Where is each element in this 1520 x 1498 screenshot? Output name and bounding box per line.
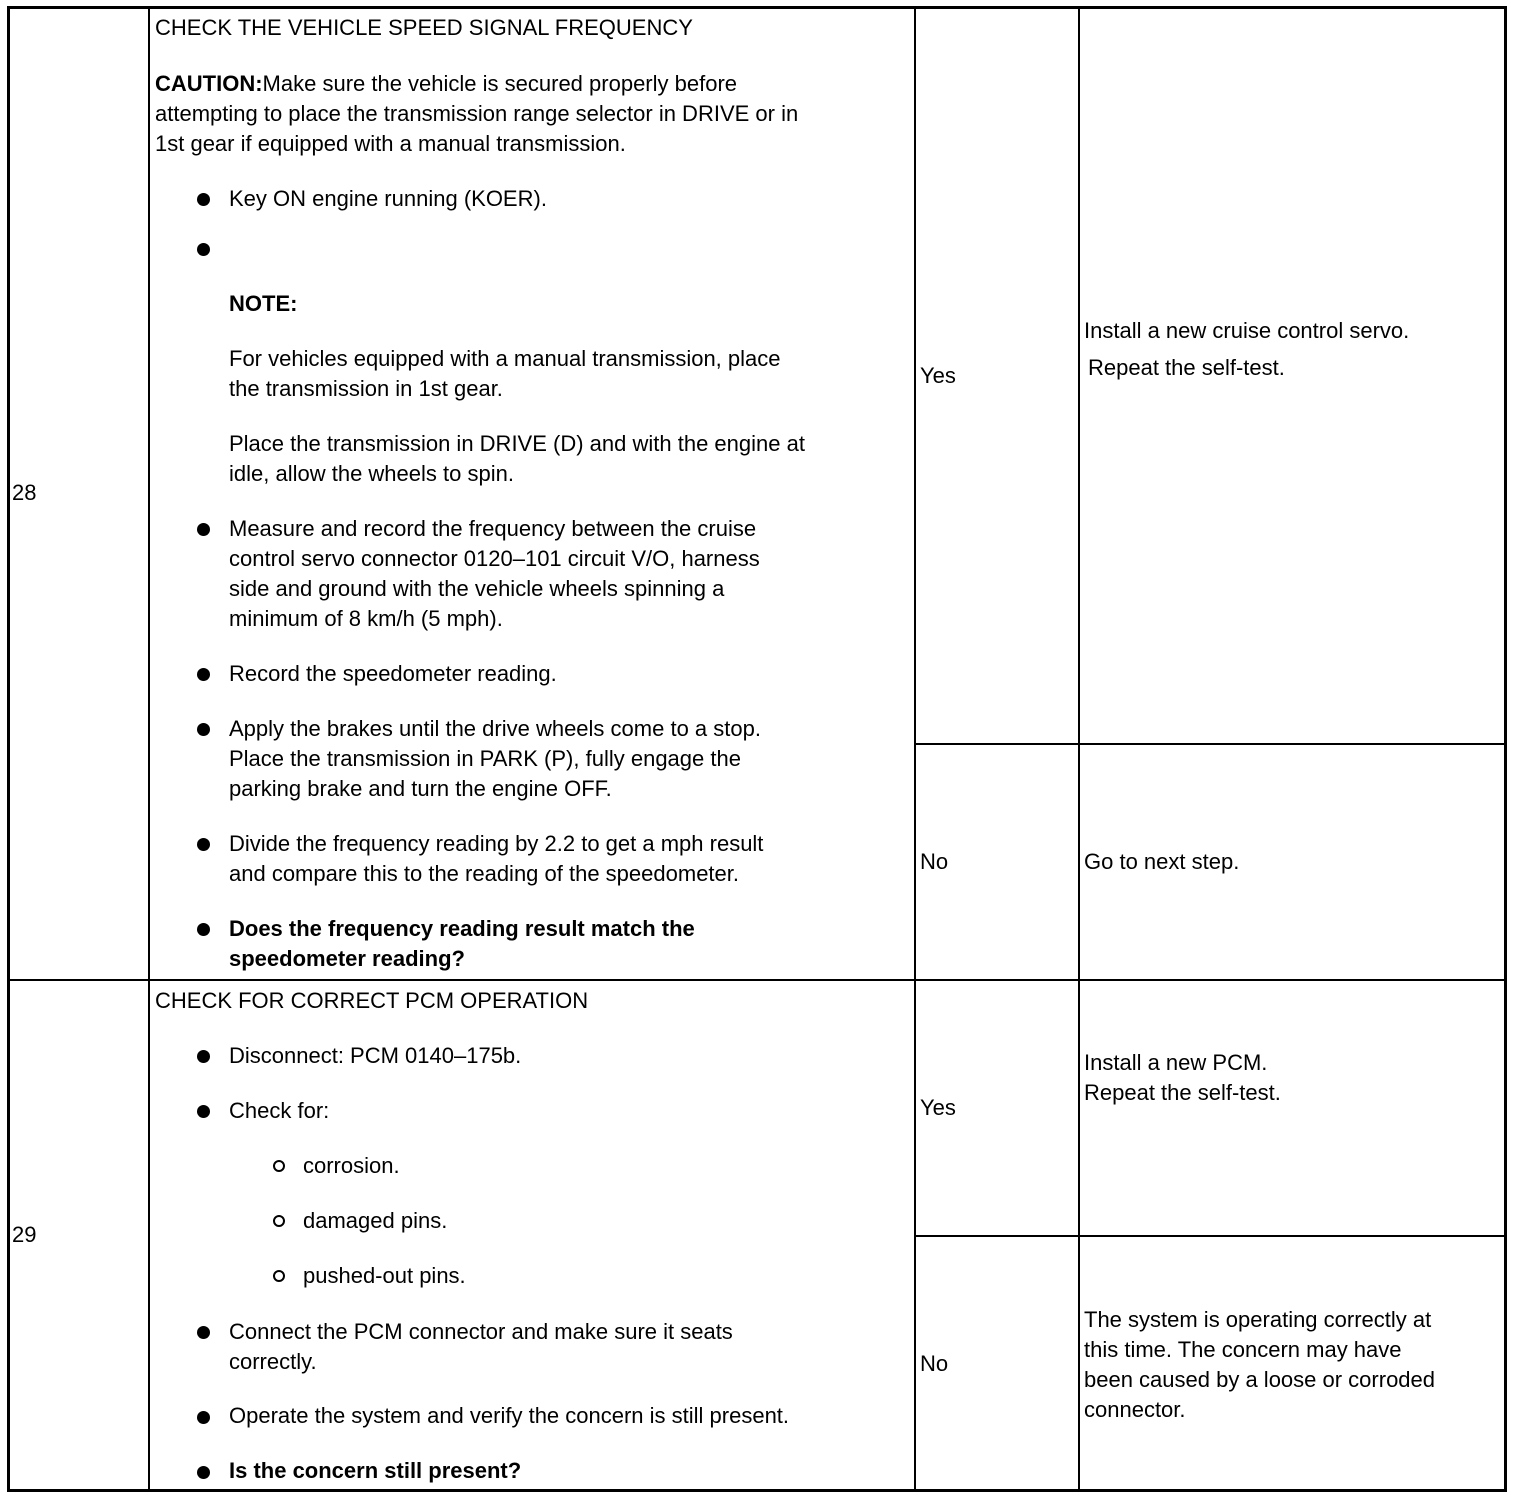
bullet-icon xyxy=(197,923,210,936)
bullet-icon xyxy=(197,523,210,536)
step-item: idle, allow the wheels to spin. xyxy=(229,461,514,486)
step-item: Disconnect: PCM 0140–175b. xyxy=(229,1043,522,1068)
no-action: been caused by a loose or corroded xyxy=(1084,1367,1436,1392)
no-action: connector. xyxy=(1084,1397,1186,1422)
note-line: the transmission in 1st gear. xyxy=(229,376,503,401)
bullet-icon xyxy=(197,1466,210,1479)
no-action: Go to next step. xyxy=(1084,849,1240,874)
step-item: Place the transmission in DRIVE (D) and with the engine at xyxy=(229,431,805,456)
caution-label: CAUTION: xyxy=(155,71,263,96)
yes-action: Install a new PCM. xyxy=(1084,1050,1268,1075)
circle-bullet-icon xyxy=(273,1270,285,1282)
step-question: Does the frequency reading result match the xyxy=(229,916,695,941)
result-divider xyxy=(914,743,1504,745)
yes-action: Repeat the self-test. xyxy=(1088,355,1285,380)
bullet-icon xyxy=(197,193,210,206)
column-divider xyxy=(1078,9,1080,1489)
bullet-icon xyxy=(197,1326,210,1339)
sub-item: damaged pins. xyxy=(303,1208,448,1233)
yes-label: Yes xyxy=(920,363,956,388)
step-item: correctly. xyxy=(229,1349,317,1374)
step-number: 28 xyxy=(12,480,37,505)
step-question: Is the concern still present? xyxy=(229,1458,522,1483)
sub-item: corrosion. xyxy=(303,1153,400,1178)
caution-line: 1st gear if equipped with a manual transmission. xyxy=(155,131,626,156)
sub-item: pushed-out pins. xyxy=(303,1263,466,1288)
yes-label: Yes xyxy=(920,1095,956,1120)
step-item: parking brake and turn the engine OFF. xyxy=(229,776,612,801)
no-action: this time. The concern may have xyxy=(1084,1337,1402,1362)
step-item: Connect the PCM connector and make sure it seats xyxy=(229,1319,733,1344)
bullet-icon xyxy=(197,1050,210,1063)
caution-line: attempting to place the transmission range selector in DRIVE or in xyxy=(155,101,799,126)
note-line: For vehicles equipped with a manual transmission, place xyxy=(229,346,781,371)
bullet-icon xyxy=(197,723,210,736)
step-item: Record the speedometer reading. xyxy=(229,661,557,686)
bullet-icon xyxy=(197,838,210,851)
circle-bullet-icon xyxy=(273,1215,285,1227)
result-divider xyxy=(914,1235,1504,1237)
step-question: speedometer reading? xyxy=(229,946,465,971)
bullet-icon xyxy=(197,1105,210,1118)
step-item: Check for: xyxy=(229,1098,330,1123)
bullet-icon xyxy=(197,243,210,256)
circle-bullet-icon xyxy=(273,1160,285,1172)
bullet-icon xyxy=(197,668,210,681)
note-label: NOTE: xyxy=(229,291,298,316)
step-item: Apply the brakes until the drive wheels come to a stop. xyxy=(229,716,761,741)
step-item: and compare this to the reading of the speedometer. xyxy=(229,861,739,886)
column-divider xyxy=(148,9,150,1489)
step-item: Operate the system and verify the concern is still present. xyxy=(229,1403,790,1428)
yes-action: Repeat the self-test. xyxy=(1084,1080,1281,1105)
yes-action: Install a new cruise control servo. xyxy=(1084,318,1410,343)
no-label: No xyxy=(920,849,949,874)
row-divider xyxy=(10,979,1504,981)
step-item: Key ON engine running (KOER). xyxy=(229,186,547,211)
no-label: No xyxy=(920,1351,949,1376)
step-item: control servo connector 0120–101 circuit V/O, harness xyxy=(229,546,760,571)
no-action: The system is operating correctly at xyxy=(1084,1307,1432,1332)
caution-line: CAUTION:Make sure the vehicle is secured properly before xyxy=(155,71,738,96)
step-item: minimum of 8 km/h (5 mph). xyxy=(229,606,503,631)
step-item: Place the transmission in PARK (P), fully engage the xyxy=(229,746,741,771)
bullet-icon xyxy=(197,1411,210,1424)
step-title: CHECK FOR CORRECT PCM OPERATION xyxy=(155,988,589,1013)
step-item: side and ground with the vehicle wheels spinning a xyxy=(229,576,725,601)
step-item: Measure and record the frequency between the cruise xyxy=(229,516,757,541)
step-number: 29 xyxy=(12,1222,37,1247)
step-title: CHECK THE VEHICLE SPEED SIGNAL FREQUENCY xyxy=(155,15,693,40)
column-divider xyxy=(914,9,916,1489)
step-item: Divide the frequency reading by 2.2 to get a mph result xyxy=(229,831,764,856)
